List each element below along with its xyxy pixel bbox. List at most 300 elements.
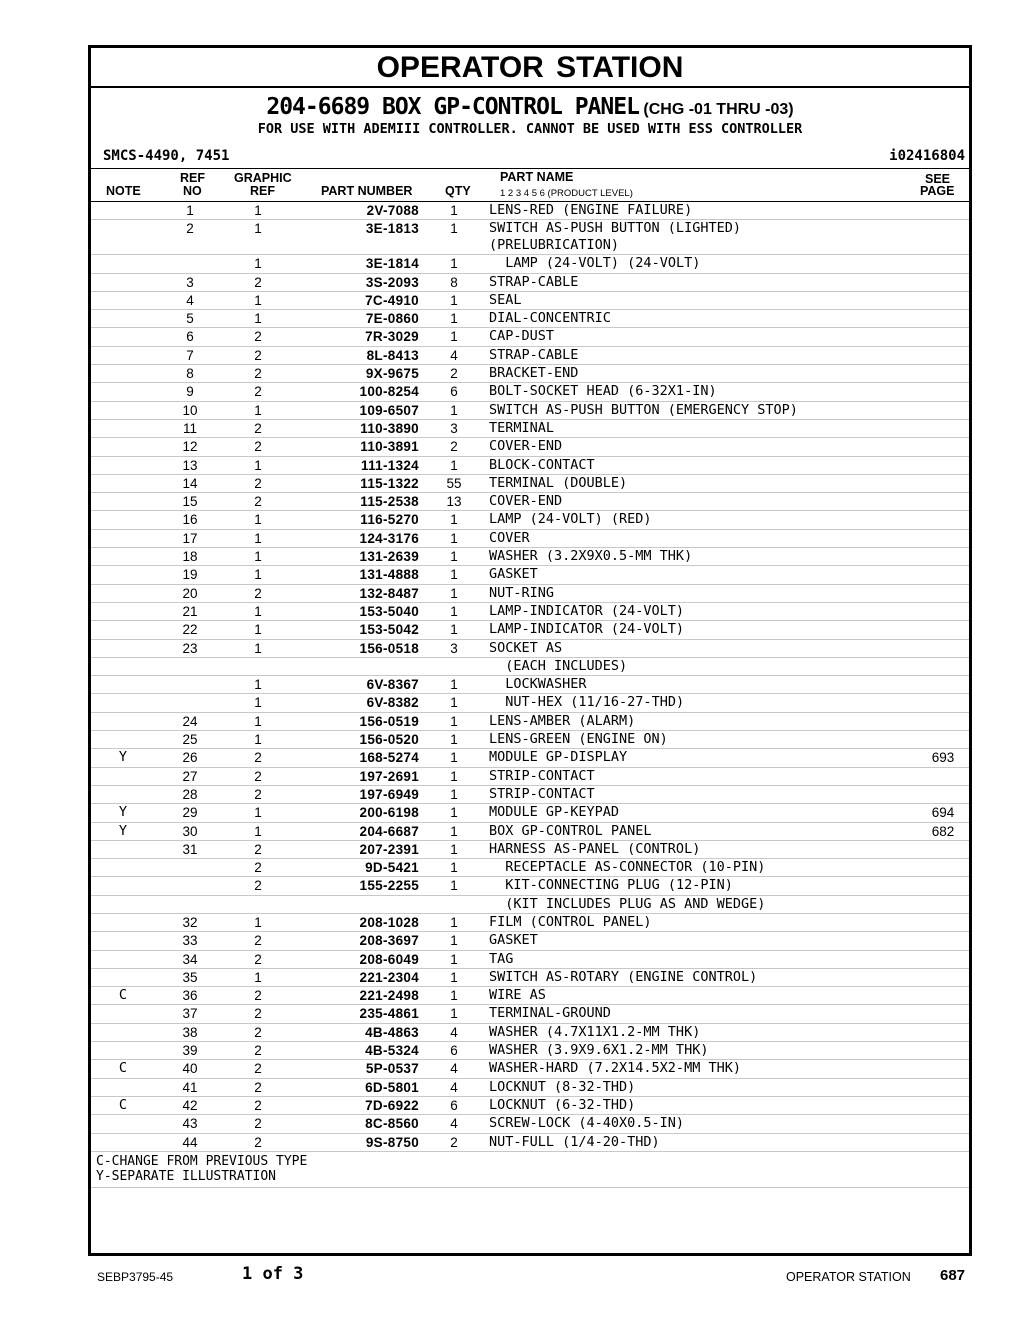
column-header bbox=[91, 168, 969, 202]
row-part-number: 4B-4863 bbox=[291, 1023, 419, 1041]
row-part-number: 8L-8413 bbox=[291, 346, 419, 364]
row-qty: 3 bbox=[419, 419, 489, 437]
row-qty: 1 bbox=[419, 804, 489, 822]
row-see-page bbox=[917, 419, 969, 437]
row-note bbox=[91, 950, 155, 968]
table-row bbox=[91, 712, 969, 730]
row-see-page bbox=[917, 456, 969, 474]
row-part-number: 235-4861 bbox=[291, 1005, 419, 1023]
row-note: C bbox=[91, 1096, 155, 1114]
row-note bbox=[91, 712, 155, 730]
row-note bbox=[91, 602, 155, 620]
row-see-page bbox=[917, 273, 969, 291]
row-ref-no: 6 bbox=[155, 328, 225, 346]
row-qty: 1 bbox=[419, 950, 489, 968]
row-part-name: TERMINAL-GROUND bbox=[489, 1005, 917, 1023]
row-part-name: LOCKNUT (8-32-THD) bbox=[489, 1078, 917, 1096]
row-part-number: 156-0520 bbox=[291, 731, 419, 749]
row-qty: 1 bbox=[419, 621, 489, 639]
row-part-number: 116-5270 bbox=[291, 511, 419, 529]
row-part-name: LENS-GREEN (ENGINE ON) bbox=[489, 731, 917, 749]
row-part-number: 7R-3029 bbox=[291, 328, 419, 346]
col-part-name: PART NAME bbox=[500, 170, 574, 184]
row-graphic-ref: 1 bbox=[225, 804, 291, 822]
row-part-name: WIRE AS bbox=[489, 987, 917, 1005]
row-note bbox=[91, 529, 155, 547]
row-see-page bbox=[917, 548, 969, 566]
row-ref-no: 41 bbox=[155, 1078, 225, 1096]
row-ref-no: 28 bbox=[155, 785, 225, 803]
row-note bbox=[91, 785, 155, 803]
row-qty: 6 bbox=[419, 1096, 489, 1114]
row-qty: 4 bbox=[419, 1023, 489, 1041]
row-qty: 55 bbox=[419, 474, 489, 492]
row-part-name: LAMP (24-VOLT) (24-VOLT) bbox=[489, 255, 917, 273]
row-qty: 1 bbox=[419, 602, 489, 620]
table-row bbox=[91, 785, 969, 803]
table-row bbox=[91, 804, 969, 822]
row-part-number: 124-3176 bbox=[291, 529, 419, 547]
row-qty: 1 bbox=[419, 310, 489, 328]
table-row bbox=[91, 584, 969, 602]
row-part-name: COVER-END bbox=[489, 438, 917, 456]
row-see-page bbox=[917, 731, 969, 749]
row-see-page bbox=[917, 785, 969, 803]
row-note bbox=[91, 493, 155, 511]
row-graphic-ref: 2 bbox=[225, 383, 291, 401]
row-part-number: 3E-1814 bbox=[291, 255, 419, 273]
row-graphic-ref: 2 bbox=[225, 1060, 291, 1078]
table-row bbox=[91, 694, 969, 712]
row-graphic-ref: 1 bbox=[225, 310, 291, 328]
table-row bbox=[91, 1042, 969, 1060]
row-see-page bbox=[917, 365, 969, 383]
row-qty: 6 bbox=[419, 383, 489, 401]
row-note: C bbox=[91, 987, 155, 1005]
row-qty: 1 bbox=[419, 291, 489, 309]
row-part-name: SWITCH AS-ROTARY (ENGINE CONTROL) bbox=[489, 968, 917, 986]
row-part-number: 6D-5801 bbox=[291, 1078, 419, 1096]
row-see-page bbox=[917, 950, 969, 968]
row-graphic-ref: 1 bbox=[225, 529, 291, 547]
row-graphic-ref: 2 bbox=[225, 584, 291, 602]
row-qty: 1 bbox=[419, 785, 489, 803]
row-note bbox=[91, 639, 155, 657]
row-graphic-ref: 2 bbox=[225, 419, 291, 437]
row-part-number: 3S-2093 bbox=[291, 273, 419, 291]
row-part-name: MODULE GP-DISPLAY bbox=[489, 749, 917, 767]
row-see-page bbox=[917, 401, 969, 419]
row-part-name: STRAP-CABLE bbox=[489, 273, 917, 291]
smcs-line bbox=[91, 146, 969, 168]
row-qty: 1 bbox=[419, 566, 489, 584]
row-part-name: STRAP-CABLE bbox=[489, 346, 917, 364]
row-ref-no: 30 bbox=[155, 822, 225, 840]
row-part-number: 197-2691 bbox=[291, 767, 419, 785]
row-part-name: WASHER (3.9X9.6X1.2-MM THK) bbox=[489, 1042, 917, 1060]
row-graphic-ref: 2 bbox=[225, 328, 291, 346]
smcs-code: SMCS-4490, 7451 bbox=[103, 148, 230, 164]
table-row bbox=[91, 511, 969, 529]
row-note bbox=[91, 1078, 155, 1096]
parts-page-frame bbox=[88, 45, 972, 1256]
row-note bbox=[91, 383, 155, 401]
row-part-name: SEAL bbox=[489, 291, 917, 309]
row-see-page bbox=[917, 310, 969, 328]
row-qty: 1 bbox=[419, 859, 489, 877]
row-ref-no bbox=[155, 859, 225, 877]
row-qty: 8 bbox=[419, 273, 489, 291]
footer-section: OPERATOR STATION bbox=[786, 1270, 911, 1284]
row-graphic-ref: 2 bbox=[225, 346, 291, 364]
col-see-bottom: PAGE bbox=[920, 184, 955, 198]
row-qty: 1 bbox=[419, 1005, 489, 1023]
row-ref-no bbox=[155, 877, 225, 895]
row-note: Y bbox=[91, 804, 155, 822]
row-part-name: NUT-FULL (1/4-20-THD) bbox=[489, 1133, 917, 1151]
row-ref-no: 12 bbox=[155, 438, 225, 456]
row-graphic-ref: 1 bbox=[225, 731, 291, 749]
row-part-name: GASKET bbox=[489, 566, 917, 584]
row-qty: 1 bbox=[419, 712, 489, 730]
row-note bbox=[91, 1133, 155, 1151]
illustration-id: i02416804 bbox=[889, 148, 965, 164]
row-note bbox=[91, 220, 155, 255]
col-graphic-top: GRAPHIC bbox=[234, 171, 292, 185]
row-see-page bbox=[917, 657, 969, 675]
row-qty: 4 bbox=[419, 1060, 489, 1078]
col-product-level: 1 2 3 4 5 6 (PRODUCT LEVEL) bbox=[500, 188, 633, 199]
row-note: C bbox=[91, 1060, 155, 1078]
row-part-number: 110-3890 bbox=[291, 419, 419, 437]
row-part-number bbox=[291, 895, 419, 913]
table-row bbox=[91, 1060, 969, 1078]
row-ref-no: 8 bbox=[155, 365, 225, 383]
row-part-name: BOX GP-CONTROL PANEL bbox=[489, 822, 917, 840]
row-ref-no: 37 bbox=[155, 1005, 225, 1023]
row-part-number: 208-1028 bbox=[291, 913, 419, 931]
row-part-number: 153-5042 bbox=[291, 621, 419, 639]
table-row bbox=[91, 987, 969, 1005]
table-row bbox=[91, 401, 969, 419]
row-ref-no: 29 bbox=[155, 804, 225, 822]
table-row bbox=[91, 1115, 969, 1133]
row-ref-no: 21 bbox=[155, 602, 225, 620]
row-ref-no: 15 bbox=[155, 493, 225, 511]
row-graphic-ref: 2 bbox=[225, 1115, 291, 1133]
row-ref-no: 26 bbox=[155, 749, 225, 767]
row-part-name: WASHER (4.7X11X1.2-MM THK) bbox=[489, 1023, 917, 1041]
group-title-line bbox=[91, 94, 969, 120]
row-graphic-ref: 2 bbox=[225, 438, 291, 456]
row-part-name: GASKET bbox=[489, 932, 917, 950]
row-see-page bbox=[917, 529, 969, 547]
legend-separate-illustration: Y-SEPARATE ILLUSTRATION bbox=[96, 1168, 277, 1184]
row-graphic-ref: 2 bbox=[225, 1133, 291, 1151]
row-see-page bbox=[917, 767, 969, 785]
row-part-number: 200-6198 bbox=[291, 804, 419, 822]
row-graphic-ref: 2 bbox=[225, 785, 291, 803]
row-graphic-ref: 1 bbox=[225, 913, 291, 931]
row-graphic-ref: 2 bbox=[225, 474, 291, 492]
row-part-number: 7E-0860 bbox=[291, 310, 419, 328]
row-part-name: (EACH INCLUDES) bbox=[489, 657, 917, 675]
row-see-page bbox=[917, 328, 969, 346]
row-qty: 1 bbox=[419, 877, 489, 895]
row-graphic-ref: 1 bbox=[225, 548, 291, 566]
row-part-name: TERMINAL bbox=[489, 419, 917, 437]
row-part-name: MODULE GP-KEYPAD bbox=[489, 804, 917, 822]
row-graphic-ref bbox=[225, 657, 291, 675]
row-part-name: WASHER-HARD (7.2X14.5X2-MM THK) bbox=[489, 1060, 917, 1078]
row-see-page bbox=[917, 1042, 969, 1060]
row-see-page bbox=[917, 511, 969, 529]
row-part-name: SOCKET AS bbox=[489, 639, 917, 657]
row-qty: 1 bbox=[419, 456, 489, 474]
row-part-number: 208-3697 bbox=[291, 932, 419, 950]
row-part-name: CAP-DUST bbox=[489, 328, 917, 346]
row-note bbox=[91, 895, 155, 913]
row-ref-no: 3 bbox=[155, 273, 225, 291]
row-ref-no: 19 bbox=[155, 566, 225, 584]
row-part-number: 156-0518 bbox=[291, 639, 419, 657]
table-row bbox=[91, 291, 969, 309]
row-note bbox=[91, 456, 155, 474]
row-ref-no: 22 bbox=[155, 621, 225, 639]
row-graphic-ref: 1 bbox=[225, 255, 291, 273]
row-part-number: 7D-6922 bbox=[291, 1096, 419, 1114]
row-graphic-ref: 1 bbox=[225, 220, 291, 255]
table-row bbox=[91, 438, 969, 456]
row-see-page bbox=[917, 1115, 969, 1133]
row-note bbox=[91, 401, 155, 419]
row-see-page bbox=[917, 621, 969, 639]
row-graphic-ref: 2 bbox=[225, 840, 291, 858]
row-see-page: 694 bbox=[917, 804, 969, 822]
table-row bbox=[91, 822, 969, 840]
table-row bbox=[91, 657, 969, 675]
row-graphic-ref: 2 bbox=[225, 749, 291, 767]
legend-change: C-CHANGE FROM PREVIOUS TYPE bbox=[96, 1153, 308, 1169]
row-part-name: KIT-CONNECTING PLUG (12-PIN) bbox=[489, 877, 917, 895]
row-note bbox=[91, 438, 155, 456]
row-note bbox=[91, 328, 155, 346]
row-qty: 1 bbox=[419, 731, 489, 749]
row-part-number: 168-5274 bbox=[291, 749, 419, 767]
row-graphic-ref bbox=[225, 895, 291, 913]
table-row bbox=[91, 639, 969, 657]
row-part-number: 221-2304 bbox=[291, 968, 419, 986]
row-qty: 1 bbox=[419, 968, 489, 986]
row-ref-no: 20 bbox=[155, 584, 225, 602]
row-qty: 13 bbox=[419, 493, 489, 511]
row-graphic-ref: 2 bbox=[225, 950, 291, 968]
table-row bbox=[91, 419, 969, 437]
row-ref-no: 27 bbox=[155, 767, 225, 785]
col-ref-top: REF bbox=[180, 171, 205, 185]
row-qty: 1 bbox=[419, 932, 489, 950]
row-note bbox=[91, 1023, 155, 1041]
row-see-page bbox=[917, 1023, 969, 1041]
row-note bbox=[91, 273, 155, 291]
row-note bbox=[91, 840, 155, 858]
row-part-number: 132-8487 bbox=[291, 584, 419, 602]
row-ref-no: 11 bbox=[155, 419, 225, 437]
col-graphic-bottom: REF bbox=[250, 184, 275, 198]
row-part-name: COVER-END bbox=[489, 493, 917, 511]
row-part-number: 5P-0537 bbox=[291, 1060, 419, 1078]
row-note bbox=[91, 1005, 155, 1023]
row-note bbox=[91, 877, 155, 895]
row-note bbox=[91, 1042, 155, 1060]
row-ref-no: 10 bbox=[155, 401, 225, 419]
table-row bbox=[91, 255, 969, 273]
row-qty: 1 bbox=[419, 840, 489, 858]
row-see-page bbox=[917, 346, 969, 364]
row-qty: 1 bbox=[419, 548, 489, 566]
row-graphic-ref: 2 bbox=[225, 1042, 291, 1060]
footer-doc-id: SEBP3795-45 bbox=[97, 1270, 174, 1284]
row-graphic-ref: 1 bbox=[225, 822, 291, 840]
row-qty: 1 bbox=[419, 401, 489, 419]
row-part-name: (KIT INCLUDES PLUG AS AND WEDGE) bbox=[489, 895, 917, 913]
row-part-name: SWITCH AS-PUSH BUTTON (LIGHTED) (PRELUBRICATION) bbox=[489, 220, 917, 255]
row-part-number: 9X-9675 bbox=[291, 365, 419, 383]
row-graphic-ref: 2 bbox=[225, 365, 291, 383]
row-ref-no: 5 bbox=[155, 310, 225, 328]
row-part-number: 6V-8367 bbox=[291, 676, 419, 694]
row-see-page bbox=[917, 712, 969, 730]
table-row bbox=[91, 749, 969, 767]
table-row bbox=[91, 202, 969, 220]
row-see-page bbox=[917, 438, 969, 456]
row-note bbox=[91, 584, 155, 602]
row-qty: 2 bbox=[419, 1133, 489, 1151]
row-see-page bbox=[917, 255, 969, 273]
row-note bbox=[91, 676, 155, 694]
row-part-name: LAMP-INDICATOR (24-VOLT) bbox=[489, 602, 917, 620]
row-part-number: 9D-5421 bbox=[291, 859, 419, 877]
row-graphic-ref: 1 bbox=[225, 401, 291, 419]
row-part-number: 111-1324 bbox=[291, 456, 419, 474]
row-part-name: RECEPTACLE AS-CONNECTOR (10-PIN) bbox=[489, 859, 917, 877]
table-row bbox=[91, 1133, 969, 1151]
row-qty: 1 bbox=[419, 694, 489, 712]
table-row bbox=[91, 365, 969, 383]
row-see-page bbox=[917, 566, 969, 584]
table-row bbox=[91, 859, 969, 877]
row-ref-no bbox=[155, 657, 225, 675]
row-note bbox=[91, 621, 155, 639]
table-row bbox=[91, 1005, 969, 1023]
row-qty: 1 bbox=[419, 202, 489, 220]
table-row bbox=[91, 273, 969, 291]
row-note bbox=[91, 731, 155, 749]
row-part-name: HARNESS AS-PANEL (CONTROL) bbox=[489, 840, 917, 858]
row-note bbox=[91, 474, 155, 492]
row-graphic-ref: 1 bbox=[225, 968, 291, 986]
row-note bbox=[91, 767, 155, 785]
table-row bbox=[91, 731, 969, 749]
row-graphic-ref: 2 bbox=[225, 987, 291, 1005]
row-see-page bbox=[917, 1060, 969, 1078]
row-note bbox=[91, 346, 155, 364]
row-part-name: DIAL-CONCENTRIC bbox=[489, 310, 917, 328]
row-part-name: LENS-RED (ENGINE FAILURE) bbox=[489, 202, 917, 220]
row-see-page bbox=[917, 987, 969, 1005]
row-part-number: 153-5040 bbox=[291, 602, 419, 620]
row-see-page bbox=[917, 1078, 969, 1096]
row-part-name: LAMP-INDICATOR (24-VOLT) bbox=[489, 621, 917, 639]
table-row bbox=[91, 950, 969, 968]
row-graphic-ref: 1 bbox=[225, 456, 291, 474]
row-see-page bbox=[917, 1133, 969, 1151]
row-ref-no bbox=[155, 255, 225, 273]
row-qty: 1 bbox=[419, 822, 489, 840]
row-graphic-ref: 2 bbox=[225, 1005, 291, 1023]
table-row bbox=[91, 529, 969, 547]
row-qty: 1 bbox=[419, 987, 489, 1005]
row-part-name: WASHER (3.2X9X0.5-MM THK) bbox=[489, 548, 917, 566]
row-graphic-ref: 1 bbox=[225, 566, 291, 584]
row-graphic-ref: 2 bbox=[225, 767, 291, 785]
row-graphic-ref: 2 bbox=[225, 877, 291, 895]
row-see-page bbox=[917, 694, 969, 712]
row-note bbox=[91, 255, 155, 273]
row-part-number: 155-2255 bbox=[291, 877, 419, 895]
row-graphic-ref: 1 bbox=[225, 712, 291, 730]
row-see-page bbox=[917, 1005, 969, 1023]
note-legend bbox=[91, 1152, 969, 1188]
row-part-name: NUT-RING bbox=[489, 584, 917, 602]
row-part-name: LAMP (24-VOLT) (RED) bbox=[489, 511, 917, 529]
row-see-page bbox=[917, 877, 969, 895]
row-graphic-ref: 2 bbox=[225, 273, 291, 291]
row-note bbox=[91, 968, 155, 986]
row-ref-no: 7 bbox=[155, 346, 225, 364]
row-part-number: 8C-8560 bbox=[291, 1115, 419, 1133]
table-row bbox=[91, 383, 969, 401]
row-see-page: 682 bbox=[917, 822, 969, 840]
row-graphic-ref: 1 bbox=[225, 511, 291, 529]
section-banner: OPERATOR STATION bbox=[91, 48, 969, 88]
row-graphic-ref: 1 bbox=[225, 202, 291, 220]
row-qty bbox=[419, 895, 489, 913]
parts-table bbox=[91, 202, 969, 1152]
table-row bbox=[91, 220, 969, 255]
group-title: 204-6689 BOX GP-CONTROL PANEL bbox=[266, 94, 639, 120]
row-ref-no: 35 bbox=[155, 968, 225, 986]
row-note bbox=[91, 1115, 155, 1133]
row-part-number: 3E-1813 bbox=[291, 220, 419, 255]
row-ref-no: 24 bbox=[155, 712, 225, 730]
row-ref-no bbox=[155, 694, 225, 712]
row-part-number: 197-6949 bbox=[291, 785, 419, 803]
row-part-number: 221-2498 bbox=[291, 987, 419, 1005]
row-part-name: BOLT-SOCKET HEAD (6-32X1-IN) bbox=[489, 383, 917, 401]
row-see-page: 693 bbox=[917, 749, 969, 767]
row-part-name: LENS-AMBER (ALARM) bbox=[489, 712, 917, 730]
row-ref-no: 25 bbox=[155, 731, 225, 749]
row-note bbox=[91, 419, 155, 437]
row-qty: 4 bbox=[419, 346, 489, 364]
row-see-page bbox=[917, 584, 969, 602]
row-graphic-ref: 2 bbox=[225, 932, 291, 950]
col-part-number: PART NUMBER bbox=[321, 184, 413, 198]
row-ref-no: 33 bbox=[155, 932, 225, 950]
row-ref-no: 2 bbox=[155, 220, 225, 255]
row-graphic-ref: 1 bbox=[225, 694, 291, 712]
